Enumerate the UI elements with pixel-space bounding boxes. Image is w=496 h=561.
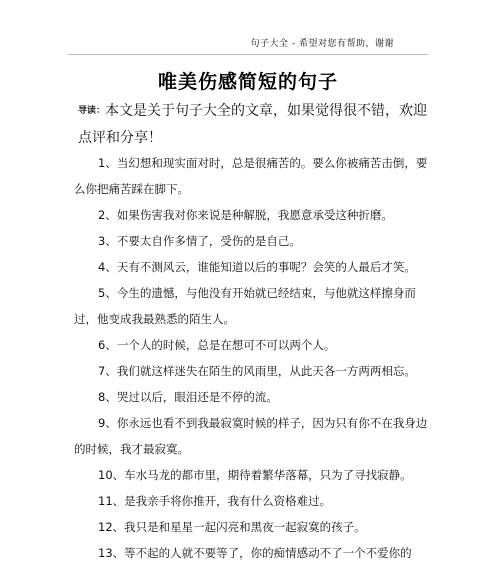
list-item: 9、你永远也看不到我最寂寞时候的样子，因为只有你不在我身边的时候，我才最寂寞。 bbox=[74, 416, 428, 456]
list-item: 1、当幻想和现实面对时，总是很痛苦的。要么你被痛苦击倒，要么你把痛苦踩在脚下。 bbox=[74, 156, 428, 196]
header-note: 句子大全 - 希望对您有帮助，谢谢 bbox=[250, 39, 394, 49]
list-item: 2、如果伤害我对你来说是种解脱，我愿意承受这种折磨。 bbox=[98, 208, 393, 222]
list-item: 11、是我亲手将你推开，我有什么资格难过。 bbox=[98, 494, 332, 508]
list-item: 8、哭过以后，眼泪还是不停的流。 bbox=[98, 390, 278, 404]
list-item: 7、我们就这样迷失在陌生的风雨里，从此天各一方两两相忘。 bbox=[98, 364, 416, 378]
list-item: 13、等不起的人就不要等了，你的痴情感动不了一个不爱你的 bbox=[98, 546, 412, 560]
list-item: 6、一个人的时候，总是在想可不可以两个人。 bbox=[98, 338, 336, 352]
list-item: 3、不要太自作多情了，受伤的是自己。 bbox=[98, 234, 301, 248]
intro-paragraph bbox=[78, 98, 430, 152]
sentence-list bbox=[74, 150, 430, 561]
list-item: 4、天有不测风云，谁能知道以后的事呢？会笑的人最后才笑。 bbox=[98, 260, 416, 274]
intro-text: 本文是关于句子大全的文章，如果觉得很不错，欢迎点评和分享！ bbox=[78, 103, 428, 146]
page-title: 唯美伤感简短的句子 bbox=[157, 71, 338, 93]
list-item: 12、我只是和星星一起闪亮和黑夜一起寂寞的孩子。 bbox=[98, 520, 366, 534]
list-item: 5、今生的遗憾，与他没有开始就已经结束，与他就这样擦身而过，他变成我最熟悉的陌生人。 bbox=[74, 286, 416, 326]
header-divider bbox=[68, 54, 428, 55]
intro-label: 导读： bbox=[78, 106, 106, 116]
list-item: 10、车水马龙的都市里，期待着繁华落幕，只为了寻找寂静。 bbox=[98, 468, 412, 482]
